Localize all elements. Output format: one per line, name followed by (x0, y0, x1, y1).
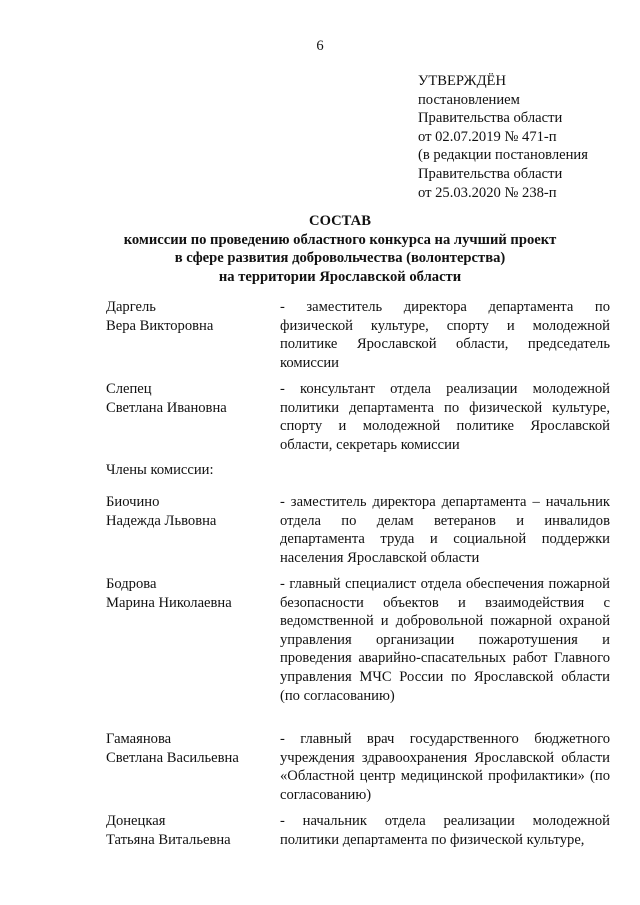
person-surname: Гамаянова (106, 731, 172, 747)
approval-line: (в редакции постановления (418, 147, 588, 164)
approval-stamp (418, 72, 618, 202)
person-given-names: Надежда Львовна (106, 512, 217, 529)
person-role: - консультант отдела реализации молодежной политики департамента по физической культуре, спорту и молодежной политике Ярославской области, секретарь комиссии (280, 381, 610, 453)
person-name (106, 575, 276, 612)
person-given-names: Светлана Васильевна (106, 749, 239, 766)
person-surname: Донецкая (106, 813, 166, 829)
approval-line: Правительства области (418, 110, 563, 127)
page-number: 6 (316, 38, 324, 54)
person-name (106, 298, 276, 335)
person-role: - начальник отдела реализации молодежной политики департамента по физической культуре, (280, 813, 610, 848)
person-role: - главный специалист отдела обеспечения пожарной безопасности объектов и взаимодействия с ведомственной и добровольной пожарной охраной управления организации пожаротушения и проведения аварийно-спасательных работ Главного управления МЧС России по Ярославской области (по согласованию) (280, 576, 610, 704)
person-surname: Даргель (106, 299, 156, 315)
person-surname: Слепец (106, 381, 152, 397)
person-given-names: Марина Николаевна (106, 594, 232, 611)
person-surname: Биочино (106, 494, 160, 510)
approval-line: от 25.03.2020 № 238-п (418, 184, 557, 201)
approval-line: от 02.07.2019 № 471-п (418, 128, 557, 145)
title-line: комиссии по проведению областного конкурса на лучший проект (123, 231, 557, 248)
person-role: - заместитель директора департамента по физической культуре, спорту и молодежной политике Ярославской области, председатель комиссии (280, 299, 610, 371)
person-surname: Бодрова (106, 576, 157, 592)
person-name (106, 380, 276, 417)
person-given-names: Вера Викторовна (106, 317, 214, 334)
person-given-names: Татьяна Витальевна (106, 831, 231, 848)
title-line: в сфере развития добровольчества (волонтерства) (174, 250, 506, 267)
members-label: Члены комиссии: (106, 462, 214, 478)
approval-line: Правительства области (418, 165, 563, 182)
person-name (106, 730, 276, 767)
document-title (40, 212, 640, 286)
person-given-names: Светлана Ивановна (106, 399, 227, 416)
title-line: на территории Ярославской области (218, 268, 462, 285)
approval-line: УТВЕРЖДЁН (418, 73, 506, 89)
person-name (106, 493, 276, 530)
person-role: - заместитель директора департамента – начальник отдела по делам ветеранов и инвалидов департамента труда и социальной поддержки населения Ярославской области (280, 494, 610, 566)
person-name (106, 812, 276, 849)
approval-line: постановлением (418, 91, 520, 108)
person-role: - главный врач государственного бюджетного учреждения здравоохранения Ярославской области «Областной центр медицинской профилактики» (по согласованию) (280, 731, 610, 803)
title-heading: СОСТАВ (309, 213, 371, 229)
